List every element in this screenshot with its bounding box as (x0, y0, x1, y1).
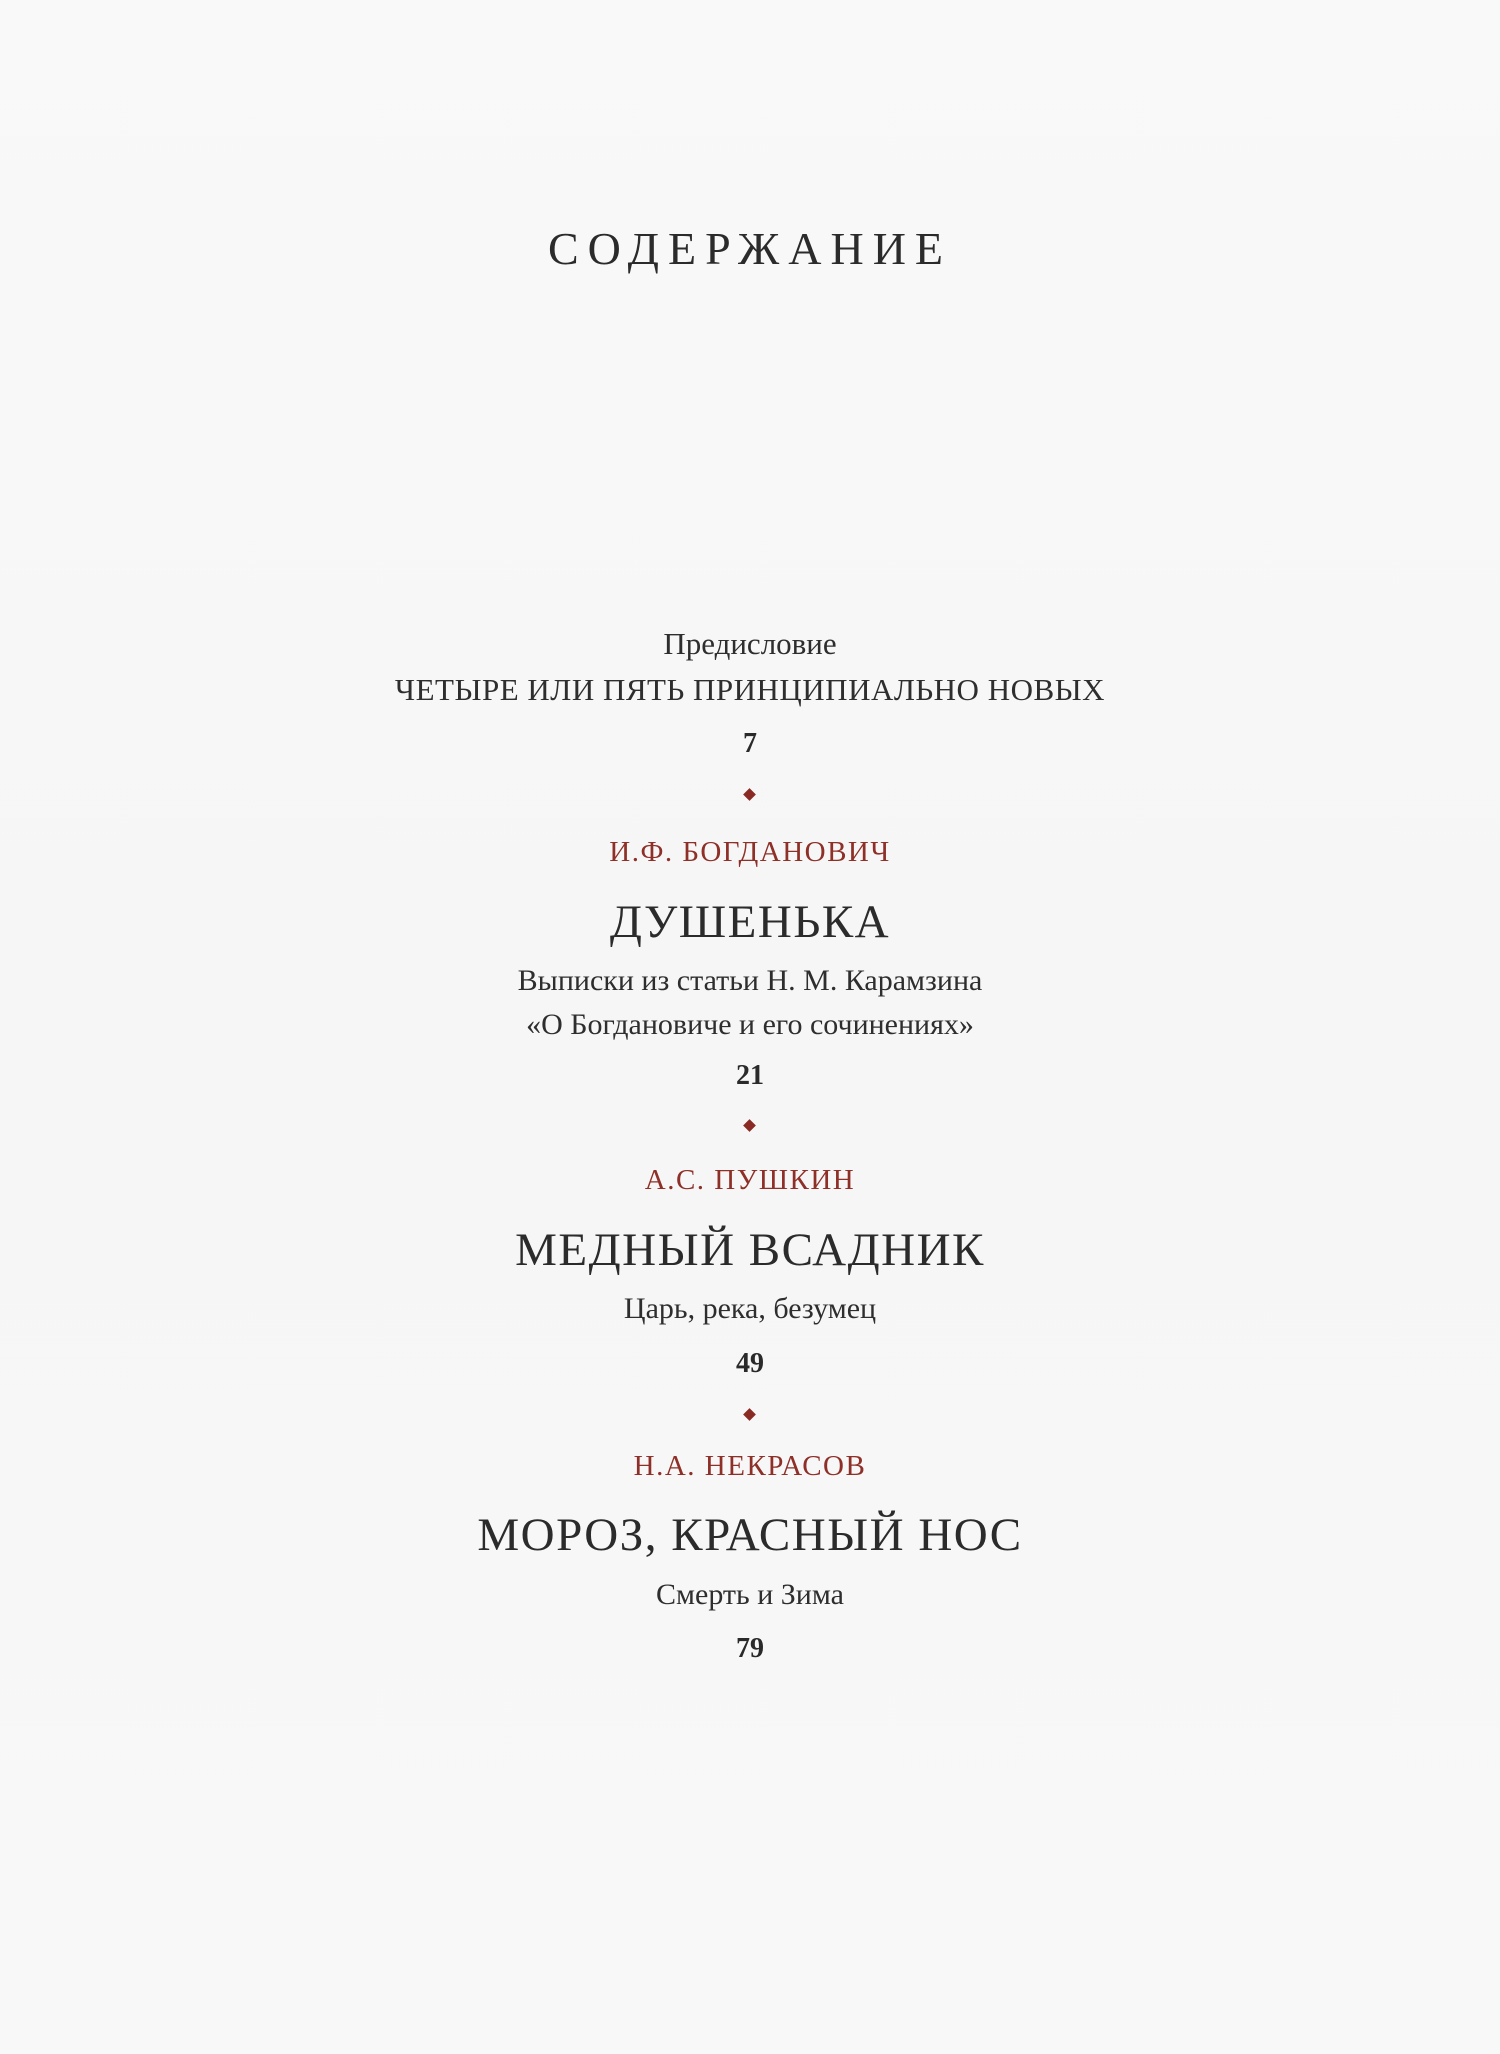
entry-subtitle: Царь, река, безумец (623, 1292, 877, 1325)
entry-subtitle: «О Богдановиче и его сочинениях» (526, 1008, 974, 1041)
entry-subtitle: Смерть и Зима (656, 1578, 844, 1611)
entry-subtitle: Выписки из статьи Н. М. Карамзина (517, 964, 983, 997)
entry-page-number: 21 (736, 1060, 764, 1091)
separator-diamond (743, 1408, 756, 1421)
entry-title: МЕДНЫЙ ВСАДНИК (515, 1224, 985, 1276)
entry-page-number: 79 (736, 1633, 764, 1664)
page-title: СОДЕРЖАНИЕ (547, 223, 953, 274)
entry-author: И.Ф. БОГДАНОВИЧ (609, 836, 891, 868)
entry-title: МОРОЗ, КРАСНЫЙ НОС (477, 1509, 1023, 1561)
separator-diamond (743, 1119, 756, 1132)
preface-label: Предисловие (663, 626, 837, 661)
separator-diamond (743, 788, 756, 801)
entry-page-number: 49 (736, 1348, 764, 1379)
entry-author: А.С. ПУШКИН (644, 1164, 856, 1196)
preface-title: ЧЕТЫРЕ ИЛИ ПЯТЬ ПРИНЦИПИАЛЬНО НОВЫХ (394, 672, 1106, 707)
entry-author: Н.А. НЕКРАСОВ (633, 1450, 867, 1482)
preface-page-number: 7 (743, 728, 757, 759)
entry-title: ДУШЕНЬКА (609, 896, 891, 948)
